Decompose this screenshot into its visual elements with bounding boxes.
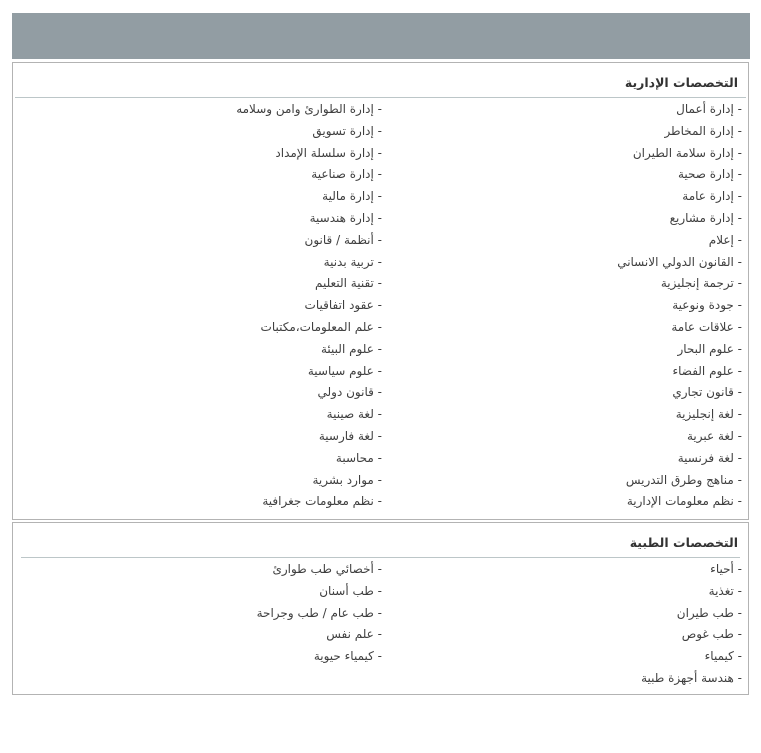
list-item: - إعلام [708, 232, 742, 247]
admin-list-left [22, 99, 382, 513]
list-item: - إدارة سلسلة الإمداد [275, 145, 382, 160]
list-item: - إدارة هندسية [309, 210, 382, 225]
header-bar [12, 13, 750, 59]
medical-list-right [382, 559, 742, 690]
admin-title-divider [15, 97, 746, 98]
list-item: - أحياء [710, 562, 742, 576]
list-item: - لغة فرنسية [677, 450, 742, 465]
list-item: - علوم الفضاء [672, 363, 742, 378]
list-item: - إدارة مشاريع [669, 210, 742, 225]
list-item: - لغة عبرية [686, 428, 742, 443]
list-item: - جودة ونوعية [672, 298, 742, 313]
list-item: - القانون الدولي الانساني [617, 254, 742, 269]
list-item: - تربية بدنية [323, 254, 382, 269]
admin-specializations-panel [12, 62, 749, 520]
list-item: - أنظمة / قانون [304, 232, 382, 247]
list-item: - إدارة مالية [322, 189, 382, 204]
list-item: - إدارة المخاطر [664, 123, 742, 138]
list-item: - نظم معلومات الإدارية [626, 494, 742, 509]
list-item: - لغة إنجليزية [675, 407, 742, 422]
list-item: - إدارة سلامة الطيران [632, 145, 742, 160]
list-item: - علوم البحار [677, 341, 742, 356]
list-item: - لغة فارسية [318, 428, 382, 443]
list-item: - إدارة عامة [682, 189, 742, 204]
list-item: - إدارة صحية [677, 167, 742, 182]
list-item: - علوم البيئة [320, 341, 382, 356]
list-item: - إدارة أعمال [676, 102, 742, 116]
list-item: - موارد بشرية [312, 472, 382, 487]
admin-section-title: التخصصات الإدارية [624, 75, 738, 90]
list-item: - إدارة تسويق [312, 123, 382, 138]
list-item: - ترجمة إنجليزية [660, 276, 742, 291]
list-item: - نظم معلومات جغرافية [262, 494, 382, 509]
list-item: - طب غوص [681, 627, 742, 642]
list-item: - محاسبة [335, 450, 382, 465]
list-item: - كيمياء حيوية [313, 649, 382, 664]
list-item: - إدارة الطوارئ وامن وسلامه [236, 102, 382, 116]
list-item: - طب أسنان [319, 583, 382, 598]
list-item: - لغة صينية [326, 407, 382, 422]
list-item: - تقنية التعليم [314, 276, 382, 291]
medical-section-title: التخصصات الطبية [629, 535, 738, 550]
list-item: - طب عام / طب وجراحة [256, 605, 382, 620]
list-item: - قانون دولي [317, 385, 382, 400]
admin-list-right [382, 99, 742, 513]
list-item: - عقود اتفاقيات [304, 298, 382, 313]
list-item: - إدارة صناعية [311, 167, 382, 182]
list-item: - كيمياء [704, 649, 742, 664]
medical-specializations-panel [12, 522, 749, 695]
medical-list-left [22, 559, 382, 668]
list-item: - مناهج وطرق التدريس [625, 472, 742, 487]
list-item: - قانون تجاري [672, 385, 742, 400]
list-item: - أخصائي طب طوارئ [272, 562, 382, 576]
list-item: - طب طيران [676, 605, 742, 620]
list-item: - علم نفس [326, 627, 382, 642]
list-item: - هندسة أجهزة طبية [641, 670, 742, 685]
medical-title-divider [21, 557, 740, 558]
list-item: - علم المعلومات،مكتبات [260, 319, 382, 334]
list-item: - علوم سياسية [307, 363, 382, 378]
list-item: - علاقات عامة [671, 319, 742, 334]
list-item: - تغذية [708, 583, 742, 598]
